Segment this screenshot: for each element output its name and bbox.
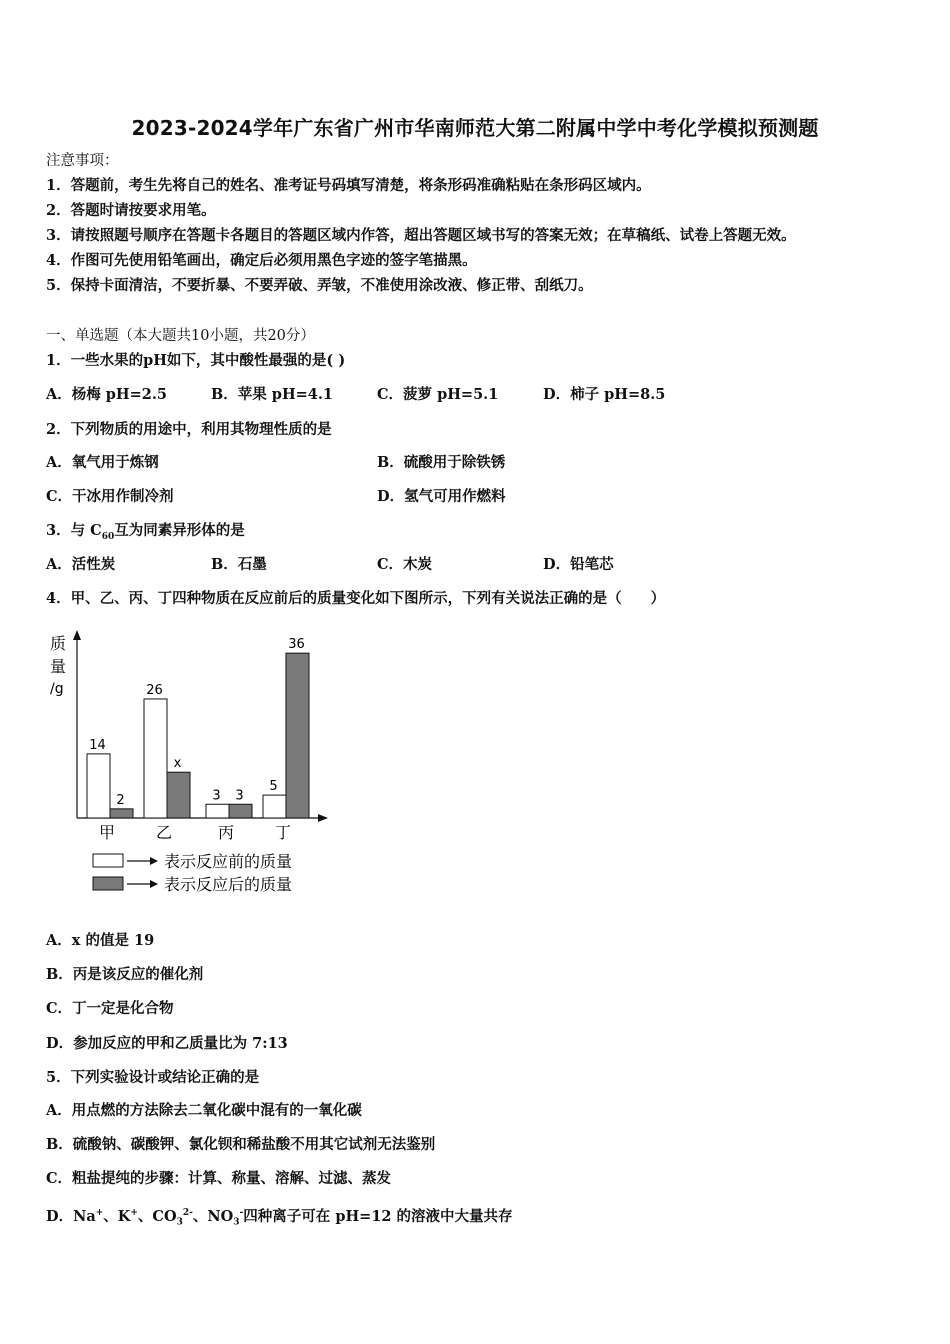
q5-option-c: C．粗盐提纯的步骤：计算、称量、溶解、过滤、蒸发 (46, 1170, 392, 1187)
y-label-unit: /g (50, 681, 64, 697)
q3-option-a: A．活性炭 (46, 556, 116, 573)
q1-option-c: C．菠萝 pH=5.1 (377, 386, 499, 403)
category-label-4: 丁 (274, 823, 292, 842)
q1-option-a: A．杨梅 pH=2.5 (46, 386, 168, 403)
q4-option-a: A．x 的值是 19 (46, 932, 155, 949)
q4-option-d: D．参加反应的甲和乙质量比为 7:13 (46, 1035, 288, 1052)
mass-bar-chart (40, 622, 340, 902)
q1-option-b: B．苹果 pH=4.1 (211, 386, 334, 403)
q2-option-b: B．硫酸用于除铁锈 (377, 454, 506, 471)
q4-option-b: B．丙是该反应的催化剂 (46, 966, 204, 983)
bar-label-before-2: 26 (146, 682, 163, 698)
notice-item-4: 4．作图可先使用铅笔画出，确定后必须用黑色字迹的签字笔描黑。 (46, 252, 477, 269)
q1-stem: 1．一些水果的pH如下，其中酸性最强的是( ) (46, 352, 346, 369)
q3-option-b: B．石墨 (211, 556, 267, 573)
bar-label-after-4: 36 (288, 637, 305, 653)
bar-before-4 (263, 795, 286, 818)
bar-label-before-4: 5 (269, 779, 278, 795)
category-label-1: 甲 (98, 823, 116, 842)
q5-option-a: A．用点燃的方法除去二氧化碳中混有的一氧化碳 (46, 1102, 362, 1119)
notice-item-5: 5．保持卡面清洁，不要折暴、不要弄破、弄皱，不准使用涂改液、修正带、刮纸刀。 (46, 277, 593, 294)
legend-after-swatch (93, 877, 123, 890)
y-label-mid: 量 (50, 657, 67, 676)
notice-heading: 注意事项： (46, 153, 119, 169)
q3-option-c: C．木炭 (377, 556, 433, 573)
q4-stem: 4．甲、乙、丙、丁四种物质在反应前后的质量变化如下图所示，下列有关说法正确的是（ ） (46, 590, 666, 607)
bar-label-after-3: 3 (235, 788, 244, 804)
legend-before-label: 表示反应前的质量 (164, 852, 293, 871)
category-label-2: 乙 (155, 823, 173, 842)
q4-option-c: C．丁一定是化合物 (46, 1000, 174, 1017)
notice-item-2: 2．答题时请按要求用笔。 (46, 202, 216, 219)
legend-after-label: 表示反应后的质量 (164, 875, 293, 894)
bar-label-before-3: 3 (212, 788, 221, 804)
bar-label-after-2: x (173, 756, 182, 772)
bar-label-before-1: 14 (89, 737, 106, 753)
bar-before-2 (144, 699, 167, 818)
bar-after-4 (286, 653, 309, 818)
q3-option-d: D．铅笔芯 (543, 556, 614, 573)
q2-option-a: A．氧气用于炼钢 (46, 454, 159, 471)
notice-item-3: 3．请按照题号顺序在答题卡各题目的答题区域内作答，超出答题区域书写的答案无效；在草稿纸、试卷上答题无效。 (46, 227, 796, 244)
legend-before-swatch (93, 854, 123, 867)
y-label-top: 质 (50, 634, 67, 653)
q5-option-b: B．硫酸钠、碳酸钾、氯化钡和稀盐酸不用其它试剂无法鉴别 (46, 1136, 436, 1153)
bar-after-2 (167, 772, 190, 818)
y-axis-arrow (73, 630, 81, 640)
q3-stem: 3．与 $C_{60}$互为同素异形体的是 (46, 522, 245, 542)
notice-item-1: 1．答题前，考生先将自己的姓名、准考证号码填写清楚，将条形码准确粘贴在条形码区域内。 (46, 177, 651, 194)
q2-option-c: C．干冰用作制冷剂 (46, 488, 174, 505)
bar-label-after-1: 2 (116, 792, 125, 808)
q5-option-d: D．Na+、K+、$CO_3^{2-}$、$NO_3^-$四种离子可在 pH=12 的溶液中大量共存 (46, 1207, 513, 1228)
page-title: 2023-2024学年广东省广州市华南师范大第二附属中学中考化学模拟预测题 (131, 116, 819, 140)
bar-after-1 (110, 809, 133, 818)
category-label-3: 丙 (217, 823, 235, 842)
q2-stem: 2．下列物质的用途中，利用其物理性质的是 (46, 421, 332, 438)
q5-stem: 5．下列实验设计或结论正确的是 (46, 1069, 260, 1086)
bar-before-1 (87, 754, 110, 818)
x-axis-arrow (318, 814, 328, 822)
section-heading: 一、单选题（本大题共10小题，共20分） (46, 328, 315, 344)
q2-option-d: D．氢气可用作燃料 (377, 488, 506, 505)
bar-after-3 (229, 804, 252, 818)
q1-option-d: D．柿子 pH=8.5 (543, 386, 666, 403)
bar-before-3 (206, 804, 229, 818)
